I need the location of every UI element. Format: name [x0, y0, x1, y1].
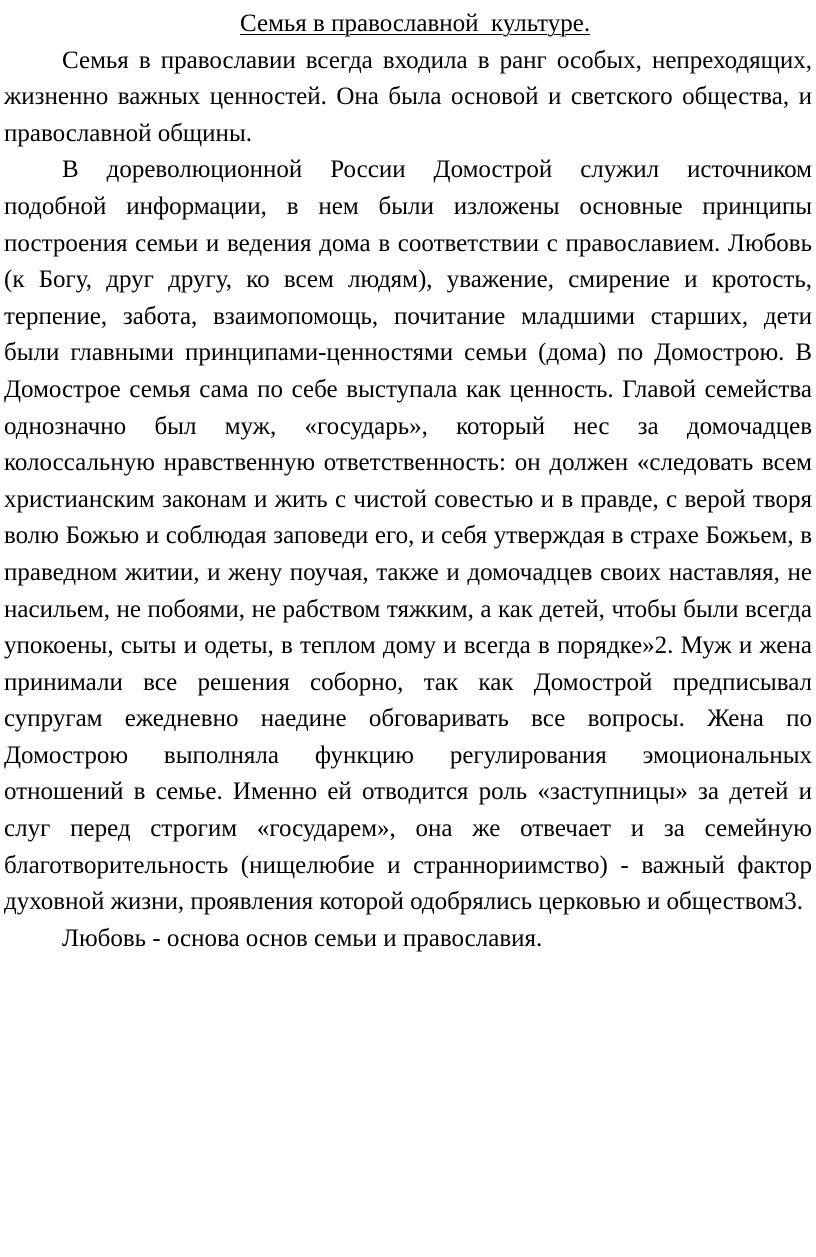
paragraph-1: Семья в православии всегда входила в ранг особых, непреходящих, жизненно важных ценностей. Она была основой и светского общества, и православной общины.: [4, 46, 812, 147]
document-title: Семья в православной культуре.: [240, 10, 591, 37]
document-body: [4, 6, 812, 957]
paragraph-2: В дореволюционной России Домострой служил источником подобной информации, в нем были изложены основные принципы построения семьи и ведения дома в соответствии с православием. Любовь (к Богу, друг другу, ко всем людям), уважение, смирение и кротость, терпение, забота, взаимопомощь, почитание младшими старших, дети были главными принципами-ценностями семьи (дома) по Домострою. В Домострое семья сама по себе выступала как ценность. Главой семейства однозначно был муж, «государь», который нес за домочадцев колоссальную нравственную ответственность: он должен «следовать всем христианским законам и жить с чистой совестью и в правде, с верой творя волю Божью и соблюдая заповеди его, и себя утверждая в страхе Божьем, в праведном житии, и жену поучая, также и домочадцев своих наставляя, не насильем, не побоями, не рабством тяжким, а как детей, чтобы были всегда упокоены, сыты и одеты, в теплом дому и всегда в порядке»2. Муж и жена принимали все решения соборно, так как Домострой предписывал супругам ежедневно наедине обговаривать все вопросы. Жена по Домострою выполняла функцию регулирования эмоциональных отношений в семье. Именно ей отводится роль «заступницы» за детей и слуг перед строгим «государем», она же отвечает и за семейную благотворительность (нищелюбие и страннориимство) - важный фактор духовной жизни, проявления которой одобрялись церковью и обществом3.: [4, 156, 812, 916]
paragraph-3: Любовь - основа основ семьи и православия.: [62, 924, 543, 952]
